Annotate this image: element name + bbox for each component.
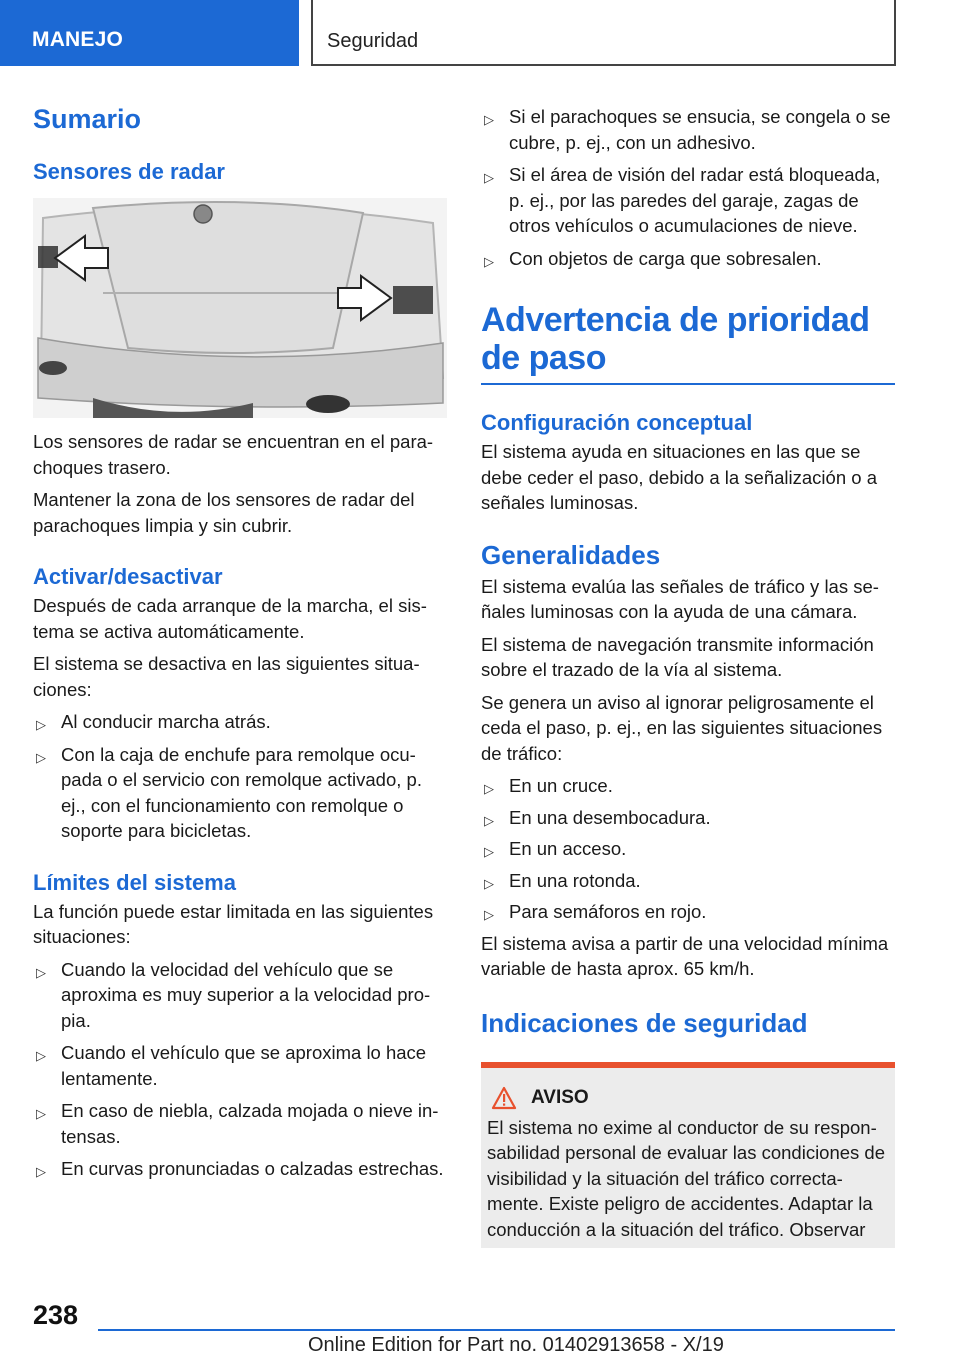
edition-text: Online Edition for Part no. 01402913658 - X/19 xyxy=(308,1334,724,1356)
warning-triangle-icon xyxy=(491,1086,517,1110)
triangle-right-icon: ▷ xyxy=(36,749,46,765)
warning-box xyxy=(481,1062,895,1248)
subsection-activate: Activar/desactivar xyxy=(33,564,223,589)
warning-text: El sistema no exime al conductor de su responsabilidad personal de evaluar las condiciones de visibilidad y la situación del tráfico correctamente. Existe peligro de accidentes. Adaptar la conducción a la situación del tráfico. Observar xyxy=(487,1116,886,1240)
list-item: ▷ Al conducir marcha atrás. xyxy=(33,709,447,735)
triangle-right-icon: ▷ xyxy=(484,844,494,859)
limits-list-continued xyxy=(481,104,895,271)
right-column xyxy=(481,104,895,1248)
triangle-right-icon: ▷ xyxy=(36,1048,46,1063)
car-rear-illustration xyxy=(33,198,447,418)
paragraph: El sistema de navegación transmite información sobre el trazado de la vía al sistema. xyxy=(481,633,874,680)
triangle-right-icon: ▷ xyxy=(36,1164,46,1179)
section-label: MANEJO xyxy=(32,28,124,51)
list-item: ▷ Si el parachoques se ensucia, se congela o se cubre, p. ej., con un adhesivo. xyxy=(484,106,891,153)
subsection-concept: Configuración conceptual xyxy=(481,410,753,435)
paragraph: El sistema avisa a partir de una velocidad mínima variable de hasta aprox. 65 km/h. xyxy=(481,932,889,979)
paragraph: Mantener la zona de los sensores de radar del parachoques limpia y sin cubrir. xyxy=(33,489,415,536)
page-number: 238 xyxy=(33,1300,79,1330)
subsection-radar: Sensores de radar xyxy=(33,159,225,184)
list-item: ▷ Cuando el vehículo que se aproxima lo hace lentamente. xyxy=(36,1042,427,1089)
list-item: ▷ En un cruce. xyxy=(481,773,895,799)
triangle-right-icon: ▷ xyxy=(36,717,46,732)
list-item: ▷ En caso de niebla, calzada mojada o nieve intensas. xyxy=(36,1100,439,1147)
subsection-limits: Límites del sistema xyxy=(33,869,236,895)
list-item: ▷ Si el área de visión del radar está bloqueada, p. ej., por las paredes del garaje, zagas de otros vehículos o acumulaciones de nieve. xyxy=(484,164,881,236)
triangle-right-icon: ▷ xyxy=(484,170,494,185)
deactivate-list xyxy=(33,709,447,844)
triangle-right-icon: ▷ xyxy=(484,781,494,796)
list-item: ▷ En una rotonda. xyxy=(481,868,895,894)
triangle-right-icon: ▷ xyxy=(484,812,494,828)
paragraph: Se genera un aviso al ignorar peligrosamente el ceda el paso, p. ej., en las siguientes situaciones de tráfico: xyxy=(481,691,883,764)
chapter-label: Seguridad xyxy=(327,30,419,52)
triangle-right-icon: ▷ xyxy=(484,875,494,891)
main-heading: Advertencia de prioridad de paso xyxy=(481,301,870,377)
paragraph: El sistema se desactiva en las siguientes situaciones: xyxy=(33,653,420,700)
paragraph: Los sensores de radar se encuentran en el parachoques trasero. xyxy=(33,431,434,478)
triangle-right-icon: ▷ xyxy=(484,907,494,922)
list-item: ▷ Cuando la velocidad del vehículo que se aproxima es muy superior a la velocidad propia. xyxy=(36,958,431,1031)
subsection-safety: Indicaciones de seguridad xyxy=(481,1007,808,1038)
triangle-right-icon: ▷ xyxy=(484,253,494,269)
subsection-general: Generalidades xyxy=(481,539,661,570)
paragraph: El sistema ayuda en situaciones en las que se debe ceder el paso, debido a la señalización o a señales luminosas. xyxy=(481,441,877,513)
list-item: ▷ Con objetos de carga que sobresalen. xyxy=(481,246,895,272)
triangle-right-icon: ▷ xyxy=(36,1106,46,1121)
paragraph: La función puede estar limitada en las siguientes situaciones: xyxy=(33,900,434,947)
section-tab xyxy=(0,0,299,66)
list-item: ▷ Con la caja de enchufe para remolque ocupada o el servicio con remolque activado, p. ej., con el funcionamiento con remolque o soporte para bicicletas. xyxy=(36,743,422,841)
list-item: ▷ En un acceso. xyxy=(481,836,895,862)
paragraph: Después de cada arranque de la marcha, el sistema se activa automáticamente. xyxy=(33,595,427,642)
limits-list xyxy=(33,957,447,1182)
paragraph: El sistema evalúa las señales de tráfico y las señales luminosas con la ayuda de una cámara. xyxy=(481,575,879,622)
radar-sensor-figure xyxy=(33,198,447,418)
list-item: ▷ En curvas pronunciadas o calzadas estrechas. xyxy=(33,1156,447,1182)
heading-rule xyxy=(481,383,895,385)
situations-list xyxy=(481,773,895,925)
footer-rule xyxy=(98,1329,895,1331)
warning-title: AVISO xyxy=(531,1086,589,1108)
triangle-right-icon: ▷ xyxy=(36,964,46,980)
triangle-right-icon: ▷ xyxy=(484,112,494,127)
section-title: Sumario xyxy=(33,104,142,134)
left-column xyxy=(33,100,447,1182)
chapter-tab xyxy=(311,0,896,66)
list-item: ▷ En una desembocadura. xyxy=(481,805,895,831)
list-item: ▷ Para semáforos en rojo. xyxy=(481,899,895,925)
